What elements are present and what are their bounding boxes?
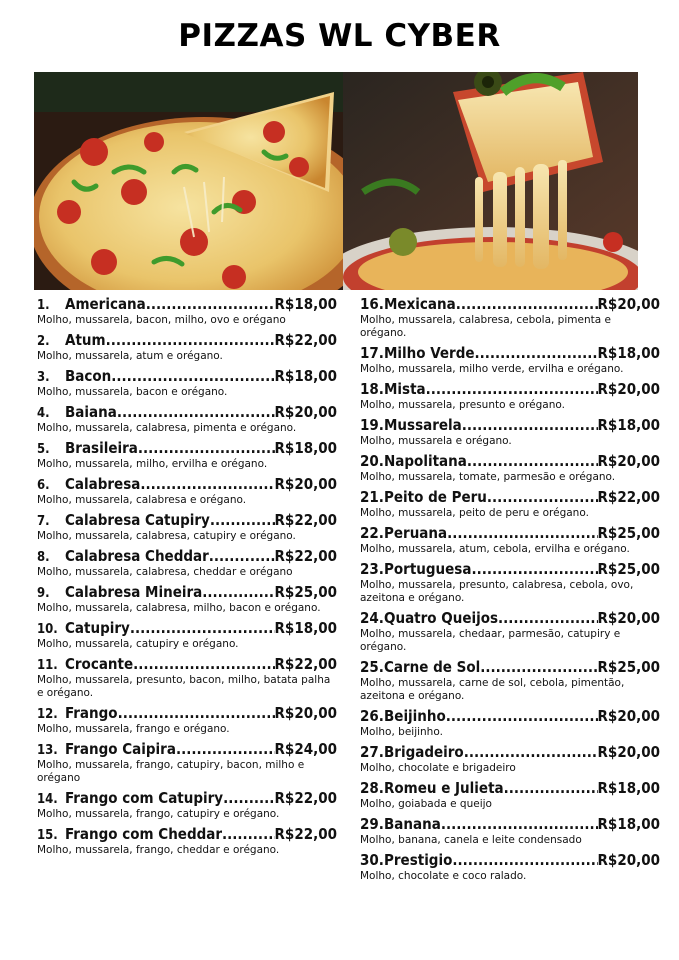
pizza-ingredients: Molho, mussarela, bacon, milho, ovo e orégano — [37, 314, 286, 326]
pizza-ingredients: Molho, mussarela, calabresa, milho, bacon e orégano. — [37, 602, 321, 614]
dot-leader — [475, 344, 598, 362]
menu-item-heading — [37, 439, 337, 457]
pizza-ingredients: Molho, mussarela, calabresa, pimenta e orégano. — [37, 422, 297, 434]
pizza-name: Baiana — [65, 403, 117, 421]
dot-leader — [138, 439, 275, 457]
menu-item — [360, 851, 660, 883]
dot-leader — [462, 416, 598, 434]
pizza-ingredients: Molho, mussarela, peito de peru e orégano. — [360, 507, 589, 519]
pizza-price: R$25,00 — [597, 524, 660, 542]
pizza-name: Americana — [65, 295, 146, 313]
pizza-price: R$20,00 — [274, 475, 337, 493]
pizza-name: Atum — [65, 331, 106, 349]
pizza-ingredients: Molho, mussarela, frango, catupiry, bacon, milho e orégano — [37, 759, 305, 784]
menu-column-left — [37, 295, 337, 861]
dot-leader — [222, 825, 274, 843]
menu-item-heading — [360, 609, 660, 627]
pizza-ingredients: Molho, mussarela, calabresa, catupiry e orégano. — [37, 530, 296, 542]
pizza-price: R$20,00 — [597, 295, 660, 313]
dot-leader — [118, 704, 275, 722]
pizza-ingredients: Molho, mussarela, tomate, parmesão e orégano. — [360, 471, 616, 483]
item-number: 24. — [360, 609, 384, 627]
dot-leader — [210, 511, 275, 529]
pizza-name: Frango — [65, 704, 118, 722]
dot-leader — [467, 452, 598, 470]
pizza-ingredients: Molho, mussarela, catupiry e orégano. — [37, 638, 239, 650]
menu-item — [37, 619, 337, 651]
dot-leader — [464, 743, 598, 761]
menu-item-heading — [37, 403, 337, 421]
menu-item — [360, 344, 660, 376]
menu-item — [360, 779, 660, 811]
pizza-ingredients: Molho, mussarela, chedaar, parmesão, catupiry e orégano. — [360, 628, 621, 653]
pizza-name: Bacon — [65, 367, 112, 385]
pizza-ingredients: Molho, mussarela, bacon e orégano. — [37, 386, 228, 398]
menu-item-heading — [360, 743, 660, 761]
pizza-name: Mista — [384, 380, 426, 398]
dot-leader — [130, 619, 275, 637]
pizza-ingredients: Molho, mussarela, carne de sol, cebola, pimentão, azeitona e orégano. — [360, 677, 625, 702]
pizza-price: R$25,00 — [597, 560, 660, 578]
menu-title: PIZZAS WL CYBER — [178, 18, 501, 54]
pizza-ingredients: Molho, banana, canela e leite condensado — [360, 834, 582, 846]
item-number: 26. — [360, 707, 384, 725]
dot-leader — [223, 789, 274, 807]
pizza-ingredients: Molho, beijinho. — [360, 726, 443, 738]
item-number: 25. — [360, 658, 384, 676]
pizza-name: Banana — [384, 815, 441, 833]
pizza-photo-left — [34, 72, 343, 290]
item-number: 28. — [360, 779, 384, 797]
dot-leader — [452, 851, 597, 869]
pizza-ingredients: Molho, mussarela, atum, cebola, ervilha e orégano. — [360, 543, 630, 555]
menu-item — [37, 583, 337, 615]
menu-item-heading — [360, 815, 660, 833]
dot-leader — [441, 815, 598, 833]
pizza-name: Peito de Peru — [384, 488, 487, 506]
pizza-name: Romeu e Julieta — [384, 779, 504, 797]
pizza-price: R$20,00 — [597, 609, 660, 627]
dot-leader — [202, 583, 274, 601]
item-number: 13. — [37, 743, 58, 758]
pizza-name: Catupiry — [65, 619, 130, 637]
pizza-name: Quatro Queijos — [384, 609, 499, 627]
pizza-price: R$24,00 — [274, 740, 337, 758]
menu-item-heading — [37, 704, 337, 722]
menu-item — [360, 560, 660, 605]
dot-leader — [140, 475, 274, 493]
pizza-name: Calabresa — [65, 475, 141, 493]
menu-item-heading — [37, 740, 337, 758]
item-number: 2. — [37, 334, 50, 349]
item-number: 22. — [360, 524, 384, 542]
item-number: 12. — [37, 707, 58, 722]
pizza-ingredients: Molho, mussarela, milho verde, ervilha e orégano. — [360, 363, 624, 375]
pizza-name: Beijinho — [384, 707, 446, 725]
pizza-ingredients: Molho, mussarela, calabresa, cebola, pimenta e orégano. — [360, 314, 611, 339]
pizza-price: R$22,00 — [274, 511, 337, 529]
menu-column-right — [360, 295, 660, 887]
pizza-price: R$18,00 — [274, 619, 337, 637]
menu-item — [360, 609, 660, 654]
item-number: 10. — [37, 622, 58, 637]
pizza-price: R$20,00 — [274, 403, 337, 421]
pizza-price: R$18,00 — [597, 344, 660, 362]
pizza-price: R$20,00 — [274, 704, 337, 722]
dot-leader — [498, 609, 597, 627]
pizza-price: R$22,00 — [274, 789, 337, 807]
pizza-name: Portuguesa — [384, 560, 472, 578]
menu-item — [37, 511, 337, 543]
dot-leader — [117, 403, 275, 421]
menu-item — [360, 743, 660, 775]
item-number: 6. — [37, 478, 50, 493]
pizza-ingredients: Molho, mussarela, presunto, calabresa, cebola, ovo, azeitona e orégano. — [360, 579, 634, 604]
menu-item — [360, 707, 660, 739]
item-number: 8. — [37, 550, 50, 565]
pizza-price: R$22,00 — [274, 655, 337, 673]
pizza-price: R$22,00 — [597, 488, 660, 506]
menu-item-heading — [37, 295, 337, 313]
pizza-name: Carne de Sol — [384, 658, 481, 676]
menu-item — [37, 740, 337, 785]
menu-item — [360, 295, 660, 340]
menu-item — [37, 475, 337, 507]
pizza-price: R$18,00 — [274, 295, 337, 313]
pizza-cheese-pull-icon — [343, 72, 638, 290]
menu-item — [360, 380, 660, 412]
pizza-photo-right — [343, 72, 638, 290]
menu-item — [37, 367, 337, 399]
dot-leader — [487, 488, 598, 506]
pizza-ingredients: Molho, chocolate e brigadeiro — [360, 762, 516, 774]
dot-leader — [209, 547, 275, 565]
pizza-name: Napolitana — [384, 452, 467, 470]
item-number: 30. — [360, 851, 384, 869]
menu-item-heading — [360, 344, 660, 362]
pizza-price: R$20,00 — [597, 743, 660, 761]
pizza-price: R$18,00 — [274, 367, 337, 385]
dot-leader — [504, 779, 598, 797]
menu-item-heading — [360, 658, 660, 676]
menu-item — [37, 704, 337, 736]
pizza-ingredients: Molho, mussarela, frango, catupiry e orégano. — [37, 808, 280, 820]
menu-item-heading — [360, 380, 660, 398]
item-number: 15. — [37, 828, 58, 843]
menu-item-heading — [37, 789, 337, 807]
menu-item-heading — [37, 583, 337, 601]
menu-item — [37, 655, 337, 700]
pizza-ingredients: Molho, mussarela, frango e orégano. — [37, 723, 230, 735]
menu-item — [37, 295, 337, 327]
menu-item — [360, 452, 660, 484]
pizza-name: Calabresa Cheddar — [65, 547, 209, 565]
menu-item-heading — [360, 416, 660, 434]
menu-item-heading — [360, 488, 660, 506]
menu-item-heading — [37, 475, 337, 493]
dot-leader — [176, 740, 275, 758]
item-number: 21. — [360, 488, 384, 506]
pizza-price: R$20,00 — [597, 380, 660, 398]
item-number: 27. — [360, 743, 384, 761]
menu-item — [360, 815, 660, 847]
pizza-name: Brigadeiro — [384, 743, 464, 761]
item-number: 3. — [37, 370, 50, 385]
pizza-price: R$18,00 — [597, 416, 660, 434]
pizza-ingredients: Molho, mussarela, frango, cheddar e orégano. — [37, 844, 280, 856]
pizza-price: R$22,00 — [274, 547, 337, 565]
menu-item-heading — [360, 851, 660, 869]
menu-item-heading — [360, 295, 660, 313]
dot-leader — [471, 560, 597, 578]
pizza-price: R$18,00 — [597, 815, 660, 833]
pizza-price: R$25,00 — [274, 583, 337, 601]
item-number: 17. — [360, 344, 384, 362]
item-number: 20. — [360, 452, 384, 470]
pizza-slice-lift-icon — [34, 72, 343, 290]
pizza-ingredients: Molho, mussarela, presunto, bacon, milho, batata palha e orégano. — [37, 674, 331, 699]
pizza-ingredients: Molho, mussarela e orégano. — [360, 435, 512, 447]
dot-leader — [133, 655, 274, 673]
pizza-name: Frango Caipira — [65, 740, 176, 758]
pizza-name: Prestigio — [384, 851, 453, 869]
pizza-name: Peruana — [384, 524, 448, 542]
item-number: 4. — [37, 406, 50, 421]
pizza-name: Calabresa Mineira — [65, 583, 203, 601]
menu-item-heading — [37, 655, 337, 673]
pizza-ingredients: Molho, mussarela, presunto e orégano. — [360, 399, 565, 411]
menu-item — [37, 403, 337, 435]
menu-item — [37, 547, 337, 579]
menu-item-heading — [37, 825, 337, 843]
pizza-ingredients: Molho, mussarela, milho, ervilha e orégano. — [37, 458, 268, 470]
pizza-price: R$18,00 — [274, 439, 337, 457]
dot-leader — [111, 367, 274, 385]
menu-item — [37, 789, 337, 821]
item-number: 1. — [37, 298, 50, 313]
pizza-name: Frango com Cheddar — [65, 825, 223, 843]
dot-leader — [447, 524, 597, 542]
menu-item-heading — [37, 511, 337, 529]
menu-item-heading — [360, 524, 660, 542]
pizza-ingredients: Molho, mussarela, calabresa, cheddar e orégano — [37, 566, 293, 578]
menu-item — [360, 524, 660, 556]
pizza-price: R$20,00 — [597, 452, 660, 470]
dot-leader — [426, 380, 598, 398]
menu-item-heading — [37, 547, 337, 565]
pizza-price: R$18,00 — [597, 779, 660, 797]
pizza-price: R$22,00 — [274, 825, 337, 843]
menu-item — [37, 331, 337, 363]
menu-item-heading — [360, 452, 660, 470]
pizza-price: R$25,00 — [597, 658, 660, 676]
dot-leader — [106, 331, 275, 349]
dot-leader — [456, 295, 598, 313]
menu-item-heading — [37, 367, 337, 385]
pizza-name: Calabresa Catupiry — [65, 511, 210, 529]
item-number: 5. — [37, 442, 50, 457]
menu-item — [37, 825, 337, 857]
item-number: 9. — [37, 586, 50, 601]
menu-item-heading — [360, 707, 660, 725]
item-number: 18. — [360, 380, 384, 398]
pizza-ingredients: Molho, mussarela, atum e orégano. — [37, 350, 223, 362]
pizza-name: Frango com Catupiry — [65, 789, 224, 807]
pizza-price: R$20,00 — [597, 851, 660, 869]
menu-item-heading — [360, 779, 660, 797]
pizza-name: Milho Verde — [384, 344, 475, 362]
dot-leader — [446, 707, 598, 725]
menu-item-heading — [37, 331, 337, 349]
pizza-name: Brasileira — [65, 439, 138, 457]
item-number: 14. — [37, 792, 58, 807]
dot-leader — [146, 295, 275, 313]
item-number: 11. — [37, 658, 58, 673]
pizza-ingredients: Molho, goiabada e queijo — [360, 798, 492, 810]
dot-leader — [480, 658, 597, 676]
pizza-price: R$22,00 — [274, 331, 337, 349]
pizza-name: Crocante — [65, 655, 134, 673]
pizza-price: R$20,00 — [597, 707, 660, 725]
item-number: 19. — [360, 416, 384, 434]
menu-item-heading — [360, 560, 660, 578]
pizza-name: Mussarela — [384, 416, 462, 434]
menu-item — [360, 488, 660, 520]
item-number: 7. — [37, 514, 50, 529]
item-number: 29. — [360, 815, 384, 833]
pizza-ingredients: Molho, chocolate e coco ralado. — [360, 870, 527, 882]
item-number: 23. — [360, 560, 384, 578]
menu-item — [360, 416, 660, 448]
item-number: 16. — [360, 295, 384, 313]
pizza-name: Mexicana — [384, 295, 456, 313]
menu-item — [37, 439, 337, 471]
menu-item-heading — [37, 619, 337, 637]
menu-item — [360, 658, 660, 703]
pizza-ingredients: Molho, mussarela, calabresa e orégano. — [37, 494, 247, 506]
